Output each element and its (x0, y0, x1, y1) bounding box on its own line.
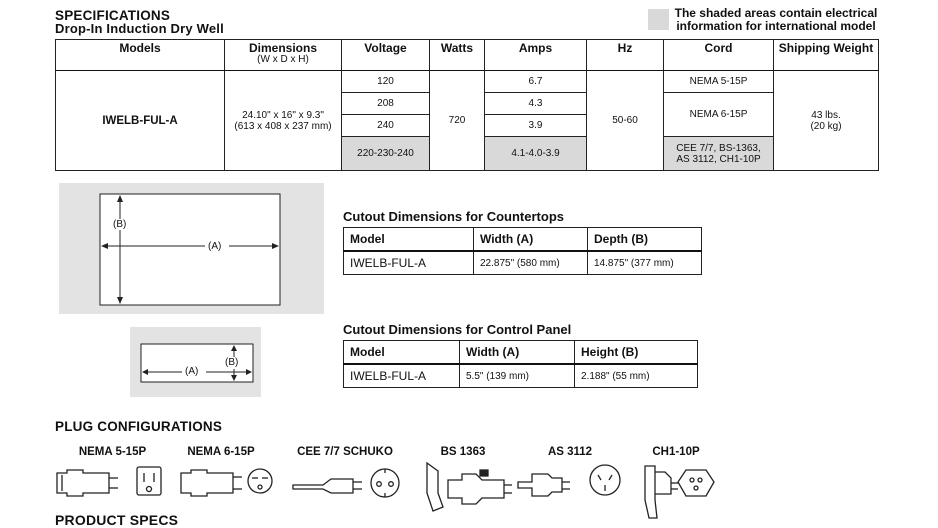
watts-cell: 720 (430, 71, 485, 171)
col-width: Width (A) (474, 228, 588, 252)
control-panel-diagram (130, 327, 261, 397)
plug-label-as-3112: AS 3112 (547, 446, 593, 458)
row-width: 5.5" (139 mm) (460, 364, 575, 388)
countertop-diagram-drawing (59, 183, 324, 314)
page-title: SPECIFICATIONS (55, 8, 171, 23)
row-model: IWELB-FUL-A (344, 251, 474, 275)
plugs-title: PLUG CONFIGURATIONS (55, 419, 223, 434)
row-depth: 14.875" (377 mm) (588, 251, 702, 275)
header-amps: Amps (485, 40, 587, 71)
spec-table (55, 39, 879, 171)
cord-cell: NEMA 6-15P (664, 93, 774, 137)
voltage-cell: 120 (342, 71, 430, 93)
header-dimensions: Dimensions (W x D x H) (225, 40, 342, 71)
label-b: (B) (113, 219, 127, 230)
plug-icons (0, 458, 938, 520)
label-a: (A) (208, 241, 222, 252)
col-width: Width (A) (460, 341, 575, 365)
ch1-10p-plug-icon (645, 466, 714, 518)
shade-legend-note: The shaded areas contain electrical information for international model (674, 6, 878, 33)
hz-cell: 50-60 (587, 71, 664, 171)
row-height: 2.188" (55 mm) (575, 364, 698, 388)
next-section-heading: PRODUCT SPECS (55, 512, 179, 528)
countertop-title: Cutout Dimensions for Countertops (343, 209, 564, 224)
page-subtitle: Drop-In Induction Dry Well (55, 21, 224, 36)
amps-cell: 4.3 (485, 93, 587, 115)
label-a: (A) (185, 366, 199, 377)
col-height: Height (B) (575, 341, 698, 365)
plug-label-cee-7-7: CEE 7/7 SCHUKO (297, 446, 393, 458)
header-cord: Cord (664, 40, 774, 71)
plug-label-nema-5-15p: NEMA 5-15P (78, 446, 147, 458)
shipping-weight-cell: 43 lbs. (20 kg) (774, 71, 879, 171)
model-cell: IWELB-FUL-A (56, 71, 225, 171)
plug-label-nema-6-15p: NEMA 6-15P (187, 446, 255, 458)
as-3112-plug-icon (518, 465, 620, 496)
col-model: Model (344, 228, 474, 252)
countertop-diagram (59, 183, 324, 314)
control-panel-title: Cutout Dimensions for Control Panel (343, 322, 572, 337)
plug-label-ch1-10p: CH1-10P (652, 446, 700, 458)
amps-cell: 3.9 (485, 115, 587, 137)
plug-label-bs-1363: BS 1363 (440, 446, 486, 458)
amps-cell: 6.7 (485, 71, 587, 93)
dimensions-cell: 24.10" x 16" x 9.3" (613 x 408 x 237 mm) (225, 71, 342, 171)
voltage-cell: 240 (342, 115, 430, 137)
nema-6-15p-plug-icon (181, 469, 272, 496)
header-watts: Watts (430, 40, 485, 71)
control-panel-table (343, 340, 698, 388)
shade-legend-swatch (648, 9, 669, 30)
header-shipping: Shipping Weight (774, 40, 879, 71)
header-hz: Hz (587, 40, 664, 71)
bs-1363-plug-icon (427, 463, 512, 511)
voltage-intl-cell: 220-230-240 (342, 137, 430, 171)
countertop-table (343, 227, 702, 275)
voltage-cell: 208 (342, 93, 430, 115)
col-model: Model (344, 341, 460, 365)
header-voltage: Voltage (342, 40, 430, 71)
control-panel-drawing (130, 327, 261, 397)
header-models: Models (56, 40, 225, 71)
cord-cell: NEMA 5-15P (664, 71, 774, 93)
nema-5-15p-plug-icon (57, 467, 161, 496)
cord-intl-cell: CEE 7/7, BS-1363, AS 3112, CH1-10P (664, 137, 774, 171)
col-depth: Depth (B) (588, 228, 702, 252)
row-width: 22.875" (580 mm) (474, 251, 588, 275)
amps-intl-cell: 4.1-4.0-3.9 (485, 137, 587, 171)
label-b: (B) (225, 357, 239, 368)
row-model: IWELB-FUL-A (344, 364, 460, 388)
cee-7-7-schuko-plug-icon (293, 469, 399, 497)
